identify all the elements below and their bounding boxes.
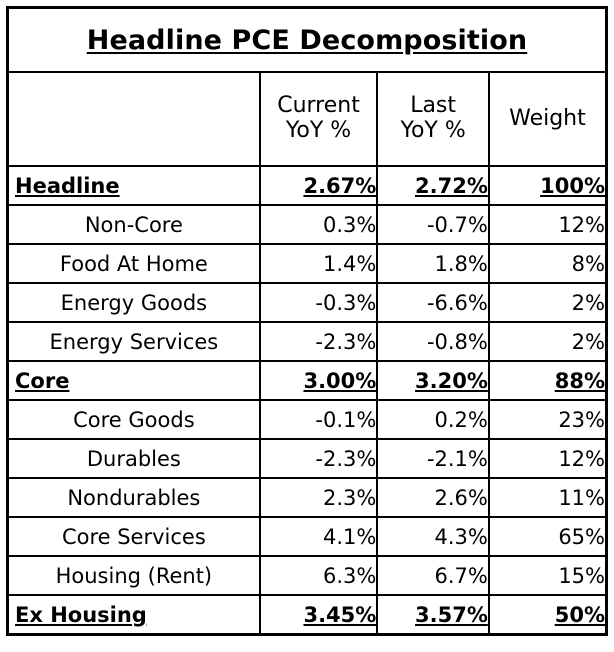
row-current: 4.1% <box>260 517 378 556</box>
header-cell-current <box>260 72 378 166</box>
row-current: 1.4% <box>260 244 378 283</box>
row-weight: 50% <box>489 595 607 635</box>
header-current-line2: YoY % <box>285 118 352 143</box>
header-current-line1: Current <box>277 93 360 119</box>
row-current: -0.1% <box>260 400 378 439</box>
row-label: Headline <box>8 166 260 205</box>
row-label: Core Goods <box>8 400 260 439</box>
row-weight: 11% <box>489 478 607 517</box>
row-last: -2.1% <box>377 439 489 478</box>
row-last: 1.8% <box>377 244 489 283</box>
table-row <box>8 595 607 635</box>
table-row <box>8 439 607 478</box>
table-row <box>8 361 607 400</box>
row-weight: 12% <box>489 205 607 244</box>
header-last-line2: YoY % <box>400 118 466 143</box>
table-row <box>8 205 607 244</box>
row-weight: 23% <box>489 400 607 439</box>
header-cell-last <box>377 72 489 166</box>
row-label: Ex Housing <box>8 595 260 635</box>
row-weight: 65% <box>489 517 607 556</box>
row-last: 0.2% <box>377 400 489 439</box>
table-row <box>8 400 607 439</box>
row-weight: 8% <box>489 244 607 283</box>
row-last: 6.7% <box>377 556 489 595</box>
row-current: 2.3% <box>260 478 378 517</box>
table-row <box>8 556 607 595</box>
row-current: 0.3% <box>260 205 378 244</box>
row-last: -0.7% <box>377 205 489 244</box>
header-cell-weight <box>489 72 607 166</box>
title-row <box>8 8 607 73</box>
table-row <box>8 166 607 205</box>
table-body <box>8 8 607 635</box>
row-label: Food At Home <box>8 244 260 283</box>
header-last-line1: Last <box>410 93 457 119</box>
row-label: Durables <box>8 439 260 478</box>
row-last: 2.6% <box>377 478 489 517</box>
row-current: -0.3% <box>260 283 378 322</box>
table-row <box>8 517 607 556</box>
row-current: -2.3% <box>260 439 378 478</box>
row-label: Non-Core <box>8 205 260 244</box>
row-weight: 2% <box>489 322 607 361</box>
row-last: 3.20% <box>377 361 489 400</box>
row-label: Core Services <box>8 517 260 556</box>
page-title-text: Headline PCE Decomposition <box>86 24 528 56</box>
row-current: 3.00% <box>260 361 378 400</box>
table-row <box>8 283 607 322</box>
row-current: 2.67% <box>260 166 378 205</box>
row-last: -6.6% <box>377 283 489 322</box>
header-cell-label <box>8 72 260 166</box>
row-current: 3.45% <box>260 595 378 635</box>
row-current: -2.3% <box>260 322 378 361</box>
row-last: 2.72% <box>377 166 489 205</box>
row-label: Energy Services <box>8 322 260 361</box>
row-label: Core <box>8 361 260 400</box>
row-label: Energy Goods <box>8 283 260 322</box>
table-header-row <box>8 72 607 166</box>
table-row <box>8 244 607 283</box>
row-current: 6.3% <box>260 556 378 595</box>
row-weight: 100% <box>489 166 607 205</box>
row-last: -0.8% <box>377 322 489 361</box>
row-last: 4.3% <box>377 517 489 556</box>
table-row <box>8 478 607 517</box>
row-label: Housing (Rent) <box>8 556 260 595</box>
row-label: Nondurables <box>8 478 260 517</box>
table-row <box>8 322 607 361</box>
row-weight: 2% <box>489 283 607 322</box>
row-weight: 12% <box>489 439 607 478</box>
row-last: 3.57% <box>377 595 489 635</box>
page-title <box>8 8 607 73</box>
header-weight-text: Weight <box>509 105 586 131</box>
row-weight: 15% <box>489 556 607 595</box>
pce-decomposition-table <box>6 6 608 636</box>
row-weight: 88% <box>489 361 607 400</box>
